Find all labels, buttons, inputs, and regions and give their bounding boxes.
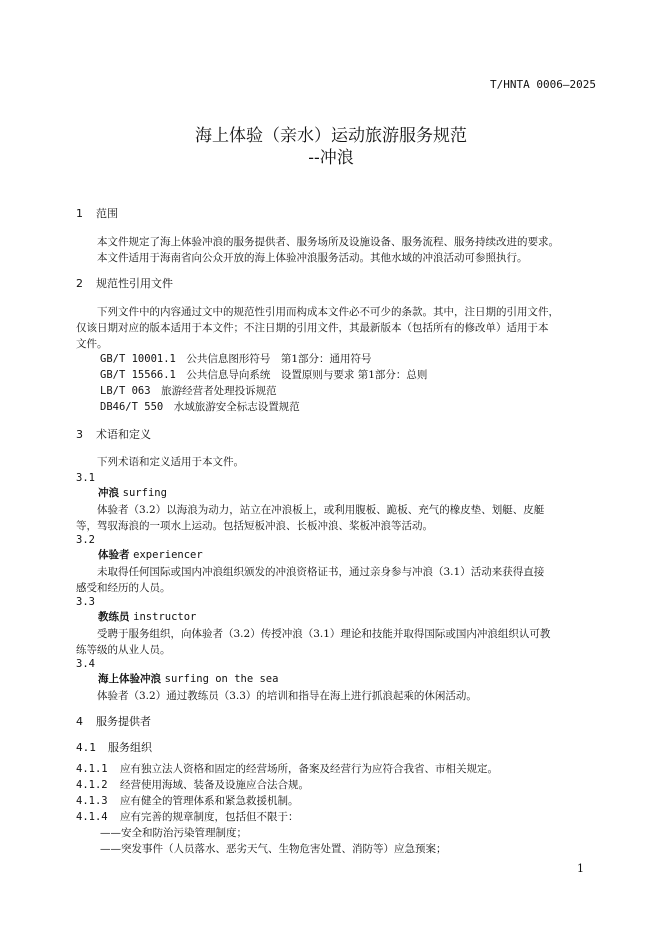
section-title: 规范性引用文件 xyxy=(96,277,173,290)
reference-title: 公共信息导向系统 设置原则与要求 第1部分：总则 xyxy=(186,369,428,381)
reference-item xyxy=(100,352,372,366)
section-heading-2 xyxy=(76,277,173,291)
section-title: 服务提供者 xyxy=(96,715,151,728)
term-definition: 体验者（3.2）以海浪为动力，站立在冲浪板上，或利用腹板、跪板、充气的橡皮垫、划艇、皮艇 xyxy=(97,504,545,516)
paragraph: 下列文件中的内容通过文中的规范性引用而构成本文件必不可少的条款。其中，注日期的引用文件， xyxy=(97,306,559,318)
paragraph: 本文件适用于海南省向公众开放的海上体验冲浪服务活动。其他水域的冲浪活动可参照执行。 xyxy=(97,252,528,264)
term-number: 3.2 xyxy=(76,534,95,546)
section-heading-1 xyxy=(76,207,118,221)
reference-title: 水域旅游安全标志设置规范 xyxy=(173,401,300,413)
clause-text: 应有完善的规章制度，包括但不限于： xyxy=(120,811,299,823)
clause xyxy=(76,810,299,824)
term-number: 3.3 xyxy=(76,596,95,608)
section-heading-4 xyxy=(76,715,151,729)
paragraph: 文件。 xyxy=(76,338,108,350)
section-number: 3 xyxy=(76,428,83,441)
clause-number: 4.1.4 xyxy=(76,811,108,823)
term-heading xyxy=(98,610,196,624)
term-zh: 海上体验冲浪 xyxy=(98,673,161,685)
reference-code: LB/T 063 xyxy=(100,385,151,397)
term-definition: 未取得任何国际或国内冲浪组织颁发的冲浪资格证书，通过亲身参与冲浪（3.1）活动来获得直接 xyxy=(97,566,545,578)
term-definition: 等，驾驭海浪的一项水上运动。包括短板冲浪、长板冲浪、桨板冲浪等活动。 xyxy=(76,520,433,532)
section-heading-3 xyxy=(76,428,151,442)
bullet-item: ——安全和防治污染管理制度； xyxy=(100,827,247,839)
subsection-number: 4.1 xyxy=(76,741,96,754)
clause-number: 4.1.3 xyxy=(76,795,108,807)
term-zh: 冲浪 xyxy=(98,487,119,499)
section-title: 术语和定义 xyxy=(96,428,151,441)
section-title: 范围 xyxy=(96,207,118,220)
clause-text: 应有独立法人资格和固定的经营场所，备案及经营行为应符合我省、市相关规定。 xyxy=(120,763,498,775)
reference-title: 旅游经营者处理投诉规范 xyxy=(161,385,277,397)
clause-text: 经营使用海域、装备及设施应合法合规。 xyxy=(120,779,309,791)
reference-item xyxy=(100,400,300,414)
clause-text: 应有健全的管理体系和紧急救援机制。 xyxy=(120,795,299,807)
clause xyxy=(76,794,299,808)
subsection-heading xyxy=(76,741,152,755)
term-definition: 感受和经历的人员。 xyxy=(76,582,171,594)
term-heading xyxy=(98,548,203,562)
term-en: experiencer xyxy=(133,549,203,561)
reference-title: 公共信息图形符号 第1部分：通用符号 xyxy=(186,353,372,365)
term-definition: 体验者（3.2）通过教练员（3.3）的培训和指导在海上进行抓浪起乘的休闲活动。 xyxy=(97,690,477,702)
reference-code: DB46/T 550 xyxy=(100,401,164,413)
term-definition: 受聘于服务组织，向体验者（3.2）传授冲浪（3.1）理论和技能并取得国际或国内冲浪组织认可教 xyxy=(97,628,551,640)
clause-number: 4.1.2 xyxy=(76,779,108,791)
paragraph: 下列术语和定义适用于本文件。 xyxy=(97,456,244,468)
clause xyxy=(76,762,498,776)
reference-code: GB/T 15566.1 xyxy=(100,369,176,381)
section-number: 1 xyxy=(76,207,83,220)
paragraph: 仅该日期对应的版本适用于本文件；不注日期的引用文件，其最新版本（包括所有的修改单）适用于本 xyxy=(76,322,549,334)
section-number: 2 xyxy=(76,277,83,290)
reference-item xyxy=(100,384,277,398)
clause xyxy=(76,778,309,792)
document-subtitle: --冲浪 xyxy=(308,148,354,168)
document-code: T/HNTA 0006—2025 xyxy=(490,78,596,91)
bullet-item: ——突发事件（人员落水、恶劣天气、生物危害处置、消防等）应急预案； xyxy=(100,843,447,855)
section-number: 4 xyxy=(76,715,83,728)
reference-code: GB/T 10001.1 xyxy=(100,353,176,365)
subsection-title: 服务组织 xyxy=(108,741,152,754)
term-en: surfing xyxy=(122,487,167,499)
term-heading xyxy=(98,486,167,500)
term-zh: 教练员 xyxy=(98,611,130,623)
term-en: surfing on the sea xyxy=(164,673,279,685)
term-number: 3.4 xyxy=(76,658,95,670)
reference-item xyxy=(100,368,427,382)
term-heading xyxy=(98,672,278,686)
clause-number: 4.1.1 xyxy=(76,763,108,775)
term-number: 3.1 xyxy=(76,472,95,484)
term-definition: 练等级的从业人员。 xyxy=(76,644,171,656)
document-title: 海上体验（亲水）运动旅游服务规范 xyxy=(195,126,467,146)
term-en: instructor xyxy=(133,611,197,623)
term-zh: 体验者 xyxy=(98,549,130,561)
paragraph: 本文件规定了海上体验冲浪的服务提供者、服务场所及设施设备、服务流程、服务持续改进的要求。 xyxy=(97,236,559,248)
page-number: 1 xyxy=(577,862,584,875)
